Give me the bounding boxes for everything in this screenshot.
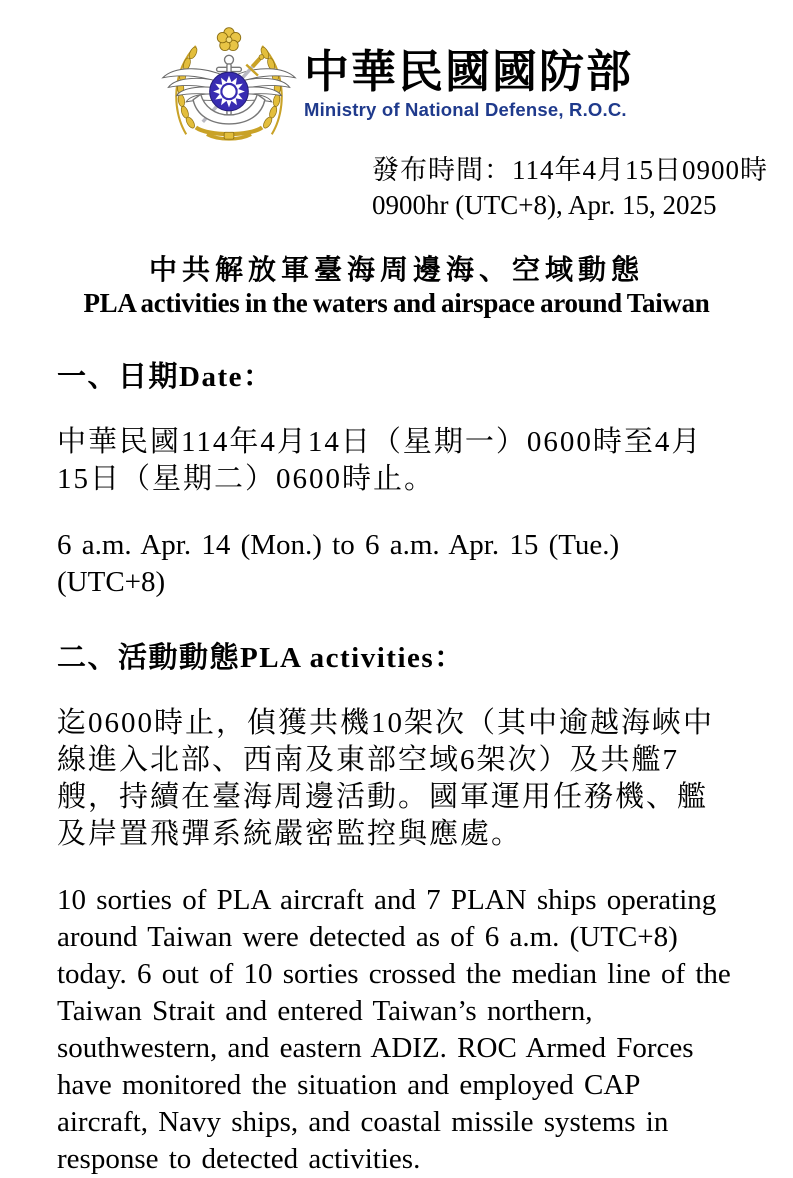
mnd-masthead [0,0,793,147]
org-identity [304,25,633,121]
activities-paragraph-zh: 迄0600時止，偵獲共機10架次（其中逾越海峽中線進入北部、西南及東部空域6架次）及共艦7艘，持續在臺海周邊活動。國軍運用任務機、艦及岸置飛彈系統嚴密監控與應處。 [57,707,715,850]
section-date [0,354,793,601]
section-date-heading: 一、日期Date： [57,361,274,393]
org-name-en: Ministry of National Defense, R.O.C. [303,99,627,121]
date-paragraph-en: 6 a.m. Apr. 14 (Mon.) to 6 a.m. Apr. 15 (Tue.) (UTC+8) [57,529,620,598]
release-time-zh: 發布時間：114年4月15日0900時 [372,155,768,185]
activities-paragraph-en: 10 sorties of PLA aircraft and 7 PLAN ships operating around Taiwan were detected as of 6 a.m. (UTC+8) today. 6 out of 10 sorties crossed the median line of the Taiwan Strait and entered Taiwan’s northern, southwestern, and eastern ADIZ. ROC Armed Forces have monitored the situation and employed CAP aircraft, Navy ships, and coastal missile systems in response to detected activities. [57,884,731,1175]
release-time-en: 0900hr (UTC+8), Apr. 15, 2025 [372,190,717,220]
document-title [0,254,793,320]
mnd-emblem-icon [160,25,298,147]
roc-sun-disc [210,72,249,111]
section-activities [0,635,793,1178]
document-title-en: PLA activities in the waters and airspace around Taiwan [83,288,710,318]
plum-blossom-icon [217,28,240,51]
ribbon-icon [196,127,262,139]
document-title-zh: 中共解放軍臺海周邊海、空域動態 [148,255,644,286]
org-name-zh: 中華民國國防部 [303,47,633,97]
date-paragraph-zh: 中華民國114年4月14日（星期一）0600時至4月15日（星期二）0600時止。 [57,426,703,495]
section-activities-heading: 二、活動動態PLA activities： [57,642,465,674]
release-time-block [372,153,793,223]
